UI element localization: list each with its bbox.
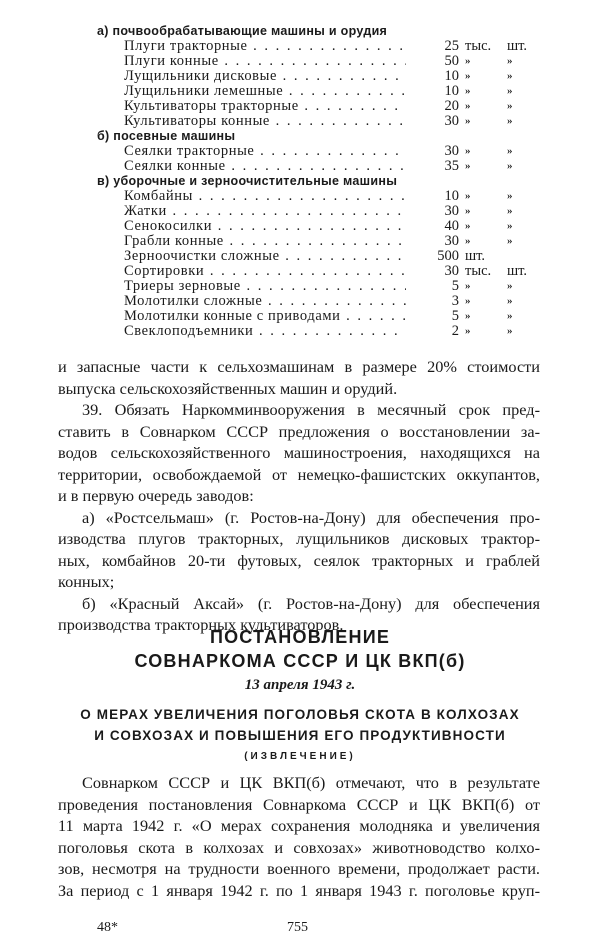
item-unit: » [465, 70, 471, 82]
table-row [97, 264, 537, 279]
item-name: Сеялки конные . . . [124, 159, 406, 174]
table-section-heading: б) посевные машины [97, 129, 236, 143]
item-unit-suffix: » [507, 145, 513, 157]
text-line: 11 марта 1942 г. «О мерах сохранения молодняка и увеличения [58, 816, 540, 835]
item-quantity: 50 [444, 53, 459, 69]
item-name: Сенокосилки . . . [124, 219, 406, 234]
item-name: Лущильники дисковые . . . [124, 69, 406, 84]
item-unit: » [465, 205, 471, 217]
text-line: поголовья скота в колхозах и совхозах» животноводство колхо- [58, 837, 540, 857]
item-quantity: 10 [444, 68, 459, 84]
item-quantity: 30 [444, 143, 459, 159]
text-line: а) «Ростсельмаш» (г. Ростов-на-Дону) для обеспечения про- [82, 507, 540, 527]
table-row [97, 294, 537, 309]
table-section-heading: а) почвообрабатывающие машины и орудия [97, 24, 388, 38]
item-name: Культиваторы конные . . . [124, 114, 406, 129]
item-unit-suffix: » [507, 160, 513, 172]
item-unit: » [465, 145, 471, 157]
text-line: производства тракторных культиваторов. [58, 615, 344, 634]
item-unit-suffix: шт. [507, 38, 528, 54]
item-unit-suffix: » [507, 220, 513, 232]
table-row [97, 39, 537, 54]
decree-body [58, 772, 540, 901]
table-row [97, 324, 537, 339]
decree-title [0, 625, 600, 673]
item-unit-suffix: » [507, 235, 513, 247]
item-name: Сортировки . . . [124, 264, 406, 279]
item-name: Жатки . . . [124, 204, 406, 219]
item-unit-suffix: » [507, 325, 513, 337]
item-unit-suffix: » [507, 85, 513, 97]
paragraph-block-39 [58, 356, 540, 636]
item-name: Комбайны . . . [124, 189, 406, 204]
decree-subtitle-line1: О МЕРАХ УВЕЛИЧЕНИЯ ПОГОЛОВЬЯ СКОТА В КОЛХОЗАХ [80, 707, 520, 722]
item-name: Культиваторы тракторные . . . [124, 99, 406, 114]
table-row [97, 234, 537, 249]
item-quantity: 500 [437, 248, 459, 264]
table-section-heading: в) уборочные и зерноочистительные машины [97, 174, 398, 188]
item-unit: тыс. [465, 38, 492, 54]
item-name: Молотилки сложные . . . [124, 294, 406, 309]
item-unit-suffix: » [507, 310, 513, 322]
text-line: и в первую очередь заводов: [58, 486, 254, 505]
item-unit-suffix: » [507, 115, 513, 127]
item-unit: » [465, 115, 471, 127]
text-line: и запасные части к сельхозмашинам в размере 20% стоимости [58, 357, 540, 376]
item-unit: » [465, 280, 471, 292]
item-unit-suffix: » [507, 295, 513, 307]
item-unit-suffix: » [507, 205, 513, 217]
decree-title-line1: ПОСТАНОВЛЕНИЕ [209, 627, 391, 647]
item-name: Лущильники лемешные . . . [124, 84, 406, 99]
item-quantity: 30 [444, 263, 459, 279]
table-row [97, 54, 537, 69]
text-line: выпуска сельскохозяйственных машин и орудий. [58, 378, 398, 398]
decree-subtitle [0, 704, 600, 746]
machinery-table [97, 24, 537, 339]
signature-mark: 48* [97, 920, 118, 935]
item-unit-suffix: » [507, 190, 513, 202]
item-quantity: 3 [451, 293, 459, 309]
item-quantity: 20 [444, 98, 459, 114]
item-unit: » [465, 85, 471, 97]
item-unit: » [465, 325, 471, 337]
text-line: За период с 1 января 1942 г. по 1 января 1943 г. поголовье круп- [58, 880, 540, 900]
item-unit: » [465, 100, 471, 112]
item-name: Свеклоподъемники . . . [124, 324, 406, 339]
item-unit: » [465, 295, 471, 307]
text-line: конных; [58, 572, 115, 591]
text-line: Совнарком СССР и ЦК ВКП(б) отмечают, что в результате [82, 773, 540, 792]
table-row [97, 144, 537, 159]
item-quantity: 2 [451, 323, 459, 339]
table-row [97, 189, 537, 204]
table-row [97, 219, 537, 234]
item-unit: » [465, 235, 471, 247]
decree-title-line2: СОВНАРКОМА СССР И ЦК ВКП(б) [134, 651, 466, 671]
item-unit-suffix: шт. [507, 263, 528, 279]
item-quantity: 25 [444, 38, 459, 54]
item-unit: тыс. [465, 263, 492, 279]
item-unit-suffix: » [507, 55, 513, 67]
item-quantity: 40 [444, 218, 459, 234]
item-quantity: 5 [451, 308, 459, 324]
text-line: территории, освобождаемой от немецко-фашистских оккупантов, [58, 464, 540, 484]
text-line: проведения постановления Совнаркома СССР и ЦК ВКП(б) от [58, 794, 540, 814]
item-name: Грабли конные . . . [124, 234, 406, 249]
item-name: Триеры зерновые . . . [124, 279, 406, 294]
table-row [97, 99, 537, 114]
item-unit-suffix: » [507, 70, 513, 82]
item-quantity: 35 [444, 158, 459, 174]
item-quantity: 5 [451, 278, 459, 294]
table-row [97, 309, 537, 324]
table-row [97, 69, 537, 84]
text-line: 39. Обязать Наркомминвооружения в месячный срок пред- [82, 400, 540, 419]
item-quantity: 30 [444, 233, 459, 249]
item-name: Зерноочистки сложные . . . [124, 249, 406, 264]
table-row [97, 159, 537, 174]
extract-label: (ИЗВЛЕЧЕНИЕ) [244, 751, 356, 762]
item-name: Сеялки тракторные . . . [124, 144, 406, 159]
table-row [97, 114, 537, 129]
item-name: Плуги конные . . . [124, 54, 406, 69]
item-unit: » [465, 310, 471, 322]
table-row [97, 204, 537, 219]
item-quantity: 30 [444, 113, 459, 129]
item-name: Молотилки конные с приводами . . . [124, 309, 406, 324]
text-line: б) «Красный Аксай» (г. Ростов-на-Дону) для обеспечения [82, 593, 540, 613]
item-quantity: 10 [444, 83, 459, 99]
item-unit: » [465, 220, 471, 232]
item-quantity: 30 [444, 203, 459, 219]
text-line: ных, комбайнов 20-ти футовых, сеялок тракторных и граблей [58, 550, 540, 570]
item-unit: » [465, 160, 471, 172]
table-row [97, 84, 537, 99]
text-line: ставить в Совнарком СССР предложения о восстановлении за- [58, 421, 540, 441]
text-line: изводства плугов тракторных, лущильников дисковых трактор- [58, 529, 540, 548]
page-number: 755 [287, 920, 308, 935]
item-name: Плуги тракторные . . . [124, 39, 406, 54]
item-unit: » [465, 55, 471, 67]
item-unit: » [465, 190, 471, 202]
table-row [97, 279, 537, 294]
decree-subtitle-line2: И СОВХОЗАХ И ПОВЫШЕНИЯ ЕГО ПРОДУКТИВНОСТИ [94, 728, 506, 743]
item-unit-suffix: » [507, 100, 513, 112]
text-line: зов, несмотря на трудности военного времени, продолжает расти. [58, 859, 540, 878]
item-unit: шт. [465, 248, 486, 264]
text-line: водов сельскохозяйственного машиностроения, находящихся на [58, 443, 540, 462]
table-row [97, 249, 537, 264]
item-quantity: 10 [444, 188, 459, 204]
item-unit-suffix: » [507, 280, 513, 292]
decree-date: 13 апреля 1943 г. [244, 677, 356, 693]
